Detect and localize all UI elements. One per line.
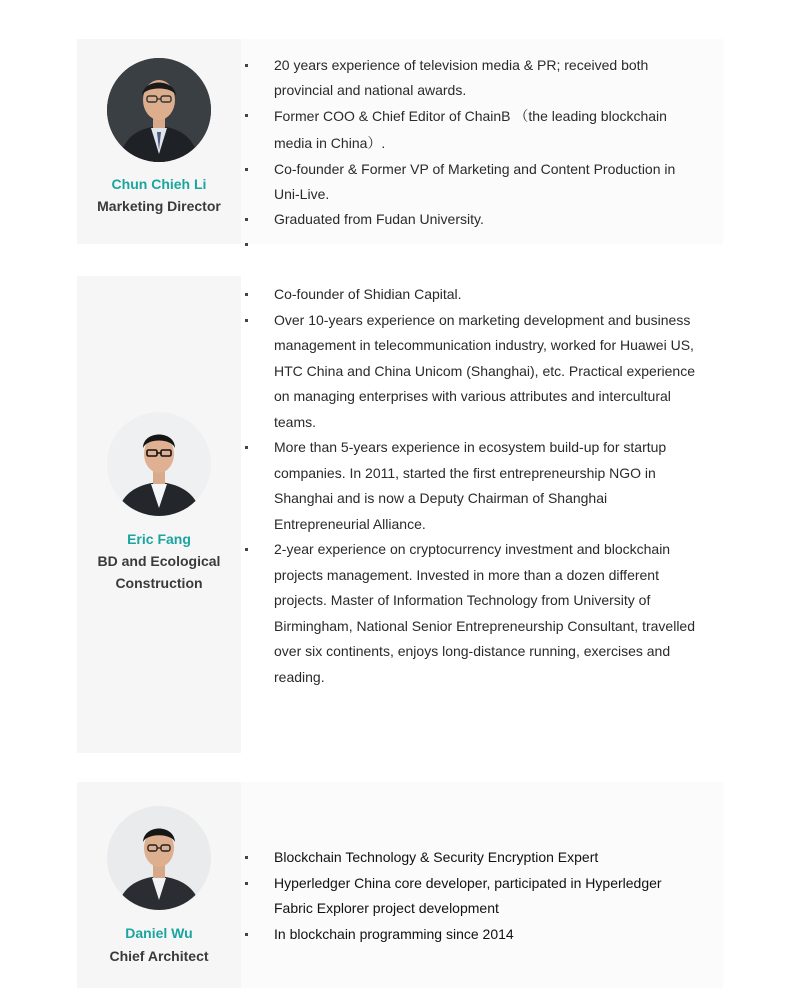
avatar	[107, 412, 211, 516]
list-item: In blockchain programming since 2014	[241, 922, 703, 948]
list-item: Former COO & Chief Editor of ChainB （the leading blockchain media in China）.	[241, 103, 701, 157]
person-portrait-icon	[107, 412, 211, 516]
member-role: BD and Ecological Construction	[97, 553, 221, 591]
bio-list	[241, 53, 701, 257]
list-item: Co-founder of Shidian Capital.	[241, 282, 703, 308]
team-member-card-eric-fang	[77, 276, 723, 753]
list-item	[241, 232, 701, 257]
member-name: Daniel Wu	[125, 925, 193, 941]
list-item: More than 5-years experience in ecosystem build-up for startup companies. In 2011, started the first entrepreneurship NGO in Shanghai and is now a Deputy Chairman of Shanghai Entrepreneurial Alliance.	[241, 435, 703, 537]
list-item: Over 10-years experience on marketing development and business management in telecommunication industry, worked for Huawei US, HTC China and China Unicom (Shanghai), etc. Practical experience on managing enterprises with various attributes and intercultural teams.	[241, 308, 703, 436]
team-member-card-chun-chieh-li	[77, 39, 723, 244]
profile-panel	[77, 39, 241, 244]
team-member-card-daniel-wu	[77, 782, 723, 988]
person-portrait-icon	[107, 806, 211, 910]
list-item: 2-year experience on cryptocurrency investment and blockchain projects management. Invested in more than a dozen different projects. Master of Information Technology from University of Birmingham, National Senior Entrepreneurship Consultant, travelled over six continents, enjoys long-distance running, exercises and reading.	[241, 537, 703, 690]
profile-panel	[77, 782, 241, 988]
avatar	[107, 806, 211, 910]
list-item: Co-founder & Former VP of Marketing and Content Production in Uni-Live.	[241, 157, 701, 207]
list-item: Blockchain Technology & Security Encryption Expert	[241, 845, 703, 871]
bio-list	[241, 282, 703, 690]
bio-list	[241, 845, 703, 947]
member-role: Chief Architect	[109, 948, 209, 964]
avatar	[107, 58, 211, 162]
member-name: Eric Fang	[127, 531, 191, 547]
person-portrait-icon	[107, 58, 211, 162]
member-role: Marketing Director	[97, 198, 221, 214]
member-name: Chun Chieh Li	[111, 176, 207, 192]
profile-panel	[77, 276, 241, 753]
list-item: Graduated from Fudan University.	[241, 207, 701, 232]
list-item: Hyperledger China core developer, participated in Hyperledger Fabric Explorer project development	[241, 871, 703, 922]
list-item: 20 years experience of television media & PR; received both provincial and national awards.	[241, 53, 701, 103]
